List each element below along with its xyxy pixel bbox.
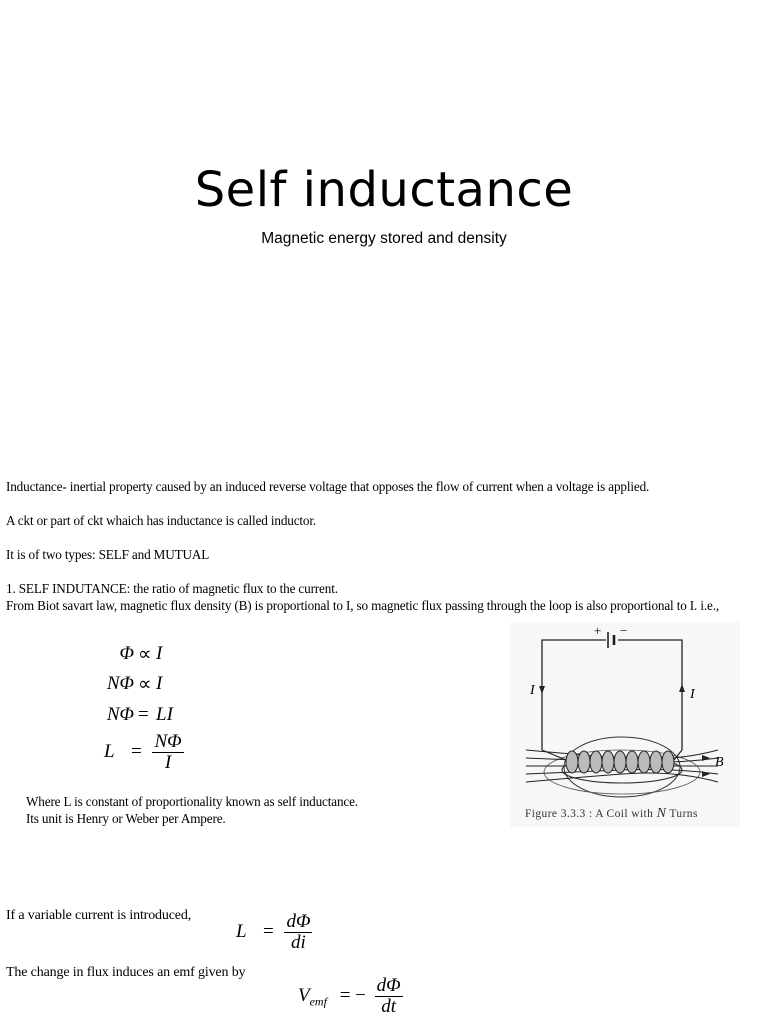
battery-minus-label: − bbox=[620, 623, 628, 638]
fraction-numerator: dΦ bbox=[376, 975, 401, 996]
inductance-definition: Inductance- inertial property caused by an induced reverse voltage that opposes the flow of current when a voltage is applied. bbox=[6, 479, 650, 494]
eq-rhs: I bbox=[156, 643, 163, 664]
fraction bbox=[152, 732, 183, 773]
fraction-numerator: NΦ bbox=[154, 731, 182, 752]
eq-operator: ∝ bbox=[138, 674, 152, 695]
variable-current-text: If a variable current is introduced, bbox=[6, 908, 192, 923]
eq-lhs: L bbox=[236, 920, 247, 942]
where-l-text: Where L is constant of proportionality known as self inductance. bbox=[26, 794, 358, 809]
eq-operator: = bbox=[130, 740, 142, 762]
fraction-denominator: di bbox=[291, 932, 306, 953]
eq-operator: ∝ bbox=[138, 644, 152, 665]
eq-rhs: I bbox=[156, 673, 163, 694]
figure-caption-variable: N bbox=[656, 806, 667, 821]
eq-lhs: NΦ bbox=[106, 704, 134, 725]
field-label: B bbox=[715, 755, 724, 770]
figure-caption-suffix: Turns bbox=[669, 808, 698, 820]
eq-lhs: NΦ bbox=[106, 673, 134, 694]
emf-intro-text: The change in flux induces an emf given by bbox=[6, 965, 246, 980]
inductance-types: It is of two types: SELF and MUTUAL bbox=[6, 547, 210, 562]
eq-lhs: Φ bbox=[119, 643, 134, 664]
coil-figure bbox=[510, 622, 740, 827]
equation-variable-inductance bbox=[236, 912, 312, 953]
eq-operator: = bbox=[262, 920, 274, 942]
coil-diagram bbox=[510, 622, 740, 827]
fraction-denominator: dt bbox=[381, 996, 396, 1017]
equation-nflux-equals-li bbox=[86, 704, 196, 730]
slide-title: Self inductance bbox=[194, 162, 574, 218]
current-label-left: I bbox=[530, 683, 535, 698]
fraction bbox=[284, 912, 312, 953]
figure-caption bbox=[525, 806, 698, 822]
fraction-numerator: dΦ bbox=[286, 911, 311, 932]
self-inductance-heading: 1. SELF INDUTANCE: the ratio of magnetic flux to the current. bbox=[6, 581, 338, 596]
equation-nflux-proportional bbox=[86, 673, 196, 699]
fraction-denominator: I bbox=[164, 752, 172, 773]
eq-lhs: V bbox=[298, 984, 310, 1006]
equation-emf bbox=[298, 976, 403, 1017]
eq-operator: = bbox=[138, 704, 149, 725]
unit-text: Its unit is Henry or Weber per Ampere. bbox=[26, 811, 226, 826]
eq-operator: = − bbox=[339, 984, 366, 1006]
coil-turns bbox=[566, 751, 674, 773]
current-label-right: I bbox=[690, 687, 695, 702]
eq-subscript: emf bbox=[309, 994, 327, 1009]
equation-flux-proportional bbox=[86, 643, 196, 669]
eq-rhs: LI bbox=[156, 704, 173, 725]
battery-plus-label: + bbox=[594, 623, 602, 638]
slide-subtitle: Magnetic energy stored and density bbox=[261, 230, 507, 247]
equation-inductance-definition bbox=[104, 732, 184, 773]
biot-savart-text: From Biot savart law, magnetic flux density (B) is proportional to I, so magnetic flux passing through the loop is also proportional to I. i.e., bbox=[6, 598, 719, 613]
inductor-definition: A ckt or part of ckt whaich has inductance is called inductor. bbox=[6, 513, 317, 528]
figure-caption-prefix: Figure 3.3.3 : A Coil with bbox=[525, 808, 654, 820]
fraction bbox=[375, 976, 403, 1017]
eq-lhs: L bbox=[104, 740, 115, 762]
